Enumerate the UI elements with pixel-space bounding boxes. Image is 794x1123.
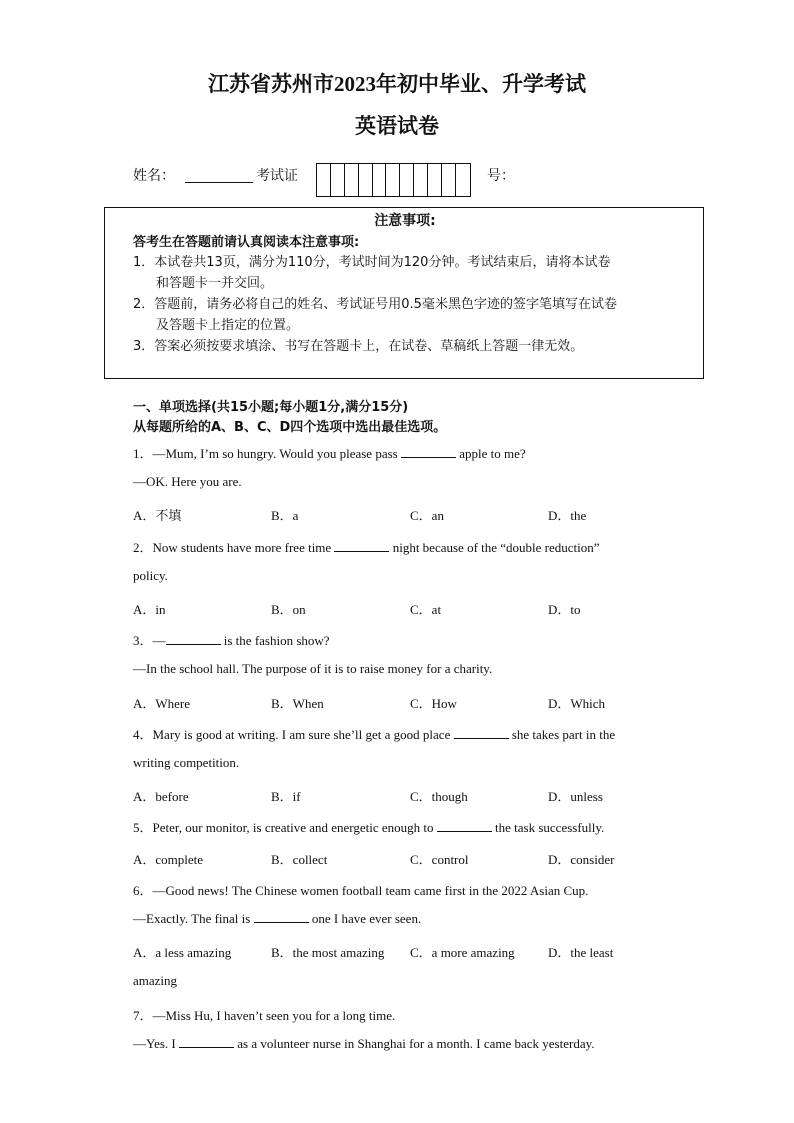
question-2-option-d: D．to <box>548 602 581 617</box>
question-3-stem: 3．— is the fashion show? <box>133 633 330 648</box>
question-7-line2: —Yes. I as a volunteer nurse in Shanghai for a month. I came back yesterday. <box>133 1036 595 1051</box>
question-6-option-overflow: amazing <box>133 973 178 988</box>
question-4-stem: 4．Mary is good at writing. I am sure she’ll get a good place she takes part in the <box>133 727 616 742</box>
answer-blank <box>401 446 456 458</box>
question-2-stem: 2．Now students have more free time night because of the “double reduction” <box>133 540 600 555</box>
notice-item: 1．本试卷共13页，满分为110分，考试时间为120分钟。考试结束后，请将本试卷 <box>133 255 611 270</box>
notice-title: 注意事项: <box>374 213 436 229</box>
question-4-option-c: C．though <box>410 789 468 804</box>
exam-id-boxes <box>316 163 471 197</box>
number-label: 号： <box>487 168 515 184</box>
question-6-stem: 6．—Good news! The Chinese women football team came first in the 2022 Asian Cup. <box>133 883 589 898</box>
section-heading: 一、单项选择(共15小题;每小题1分,满分15分) <box>133 400 409 415</box>
question-4-option-a: A．before <box>133 789 189 804</box>
notice-item: 3．答案必须按要求填涂、书写在答题卡上，在试卷、草稿纸上答题一律无效。 <box>133 339 584 354</box>
question-6-option-c: C．a more amazing <box>410 945 515 960</box>
exam-id-label: 考试证 <box>256 168 298 184</box>
answer-blank <box>454 727 509 739</box>
question-1-option-c: C．an <box>410 508 444 523</box>
question-6-option-d: D．the least <box>548 945 614 960</box>
question-1-line2: —OK. Here you are. <box>133 474 242 489</box>
answer-blank <box>179 1036 234 1048</box>
answer-blank <box>254 911 309 923</box>
question-1-option-a: A．不填 <box>133 508 182 523</box>
question-2-line2: policy. <box>133 568 168 583</box>
question-4-option-d: D．unless <box>548 789 603 804</box>
question-7-stem: 7．—Miss Hu, I haven’t seen you for a long time. <box>133 1008 396 1023</box>
question-5-option-a: A．complete <box>133 852 204 867</box>
question-2-option-a: A．in <box>133 602 166 617</box>
question-6-option-b: B．the most amazing <box>271 945 385 960</box>
question-2-option-b: B．on <box>271 602 306 617</box>
question-5-option-d: D．consider <box>548 852 615 867</box>
question-1-option-d: D．the <box>548 508 587 523</box>
question-1-stem: 1．—Mum, I’m so hungry. Would you please pass apple to me? <box>133 446 526 461</box>
answer-blank <box>437 820 492 832</box>
question-2-option-c: C．at <box>410 602 442 617</box>
question-5-stem: 5．Peter, our monitor, is creative and energetic enough to the task successfully. <box>133 820 605 835</box>
question-6-option-a: A．a less amazing <box>133 945 232 960</box>
name-label: 姓名： <box>133 168 175 184</box>
section-instruction: 从每题所给的A、B、C、D四个选项中选出最佳选项。 <box>133 420 447 435</box>
question-5-option-b: B．collect <box>271 852 328 867</box>
notice-item: 和答题卡一并交回。 <box>156 276 274 291</box>
question-3-line2: —In the school hall. The purpose of it is to raise money for a charity. <box>133 661 493 676</box>
question-3-option-d: D．Which <box>548 696 606 711</box>
exam-title: 江苏省苏州市2023年初中毕业、升学考试 <box>208 72 586 96</box>
notice-box <box>104 207 704 379</box>
question-4-line2: writing competition. <box>133 755 240 770</box>
notice-item: 及答题卡上指定的位置。 <box>156 318 300 333</box>
notice-item: 2．答题前，请务必将自己的姓名、考试证号用0.5毫米黑色字迹的签字笔填写在试卷 <box>133 297 617 312</box>
notice-subtitle: 答考生在答题前请认真阅读本注意事项: <box>133 235 360 250</box>
exam-subtitle: 英语试卷 <box>355 114 439 138</box>
answer-blank <box>166 633 221 645</box>
question-5-option-c: C．control <box>410 852 469 867</box>
question-3-option-b: B．When <box>271 696 324 711</box>
question-6-line2: —Exactly. The final is one I have ever seen. <box>133 911 422 926</box>
name-blank <box>185 166 253 183</box>
answer-blank <box>334 540 389 552</box>
question-3-option-c: C．How <box>410 696 457 711</box>
question-4-option-b: B．if <box>271 789 301 804</box>
question-1-option-b: B．a <box>271 508 299 523</box>
question-3-option-a: A．Where <box>133 696 191 711</box>
